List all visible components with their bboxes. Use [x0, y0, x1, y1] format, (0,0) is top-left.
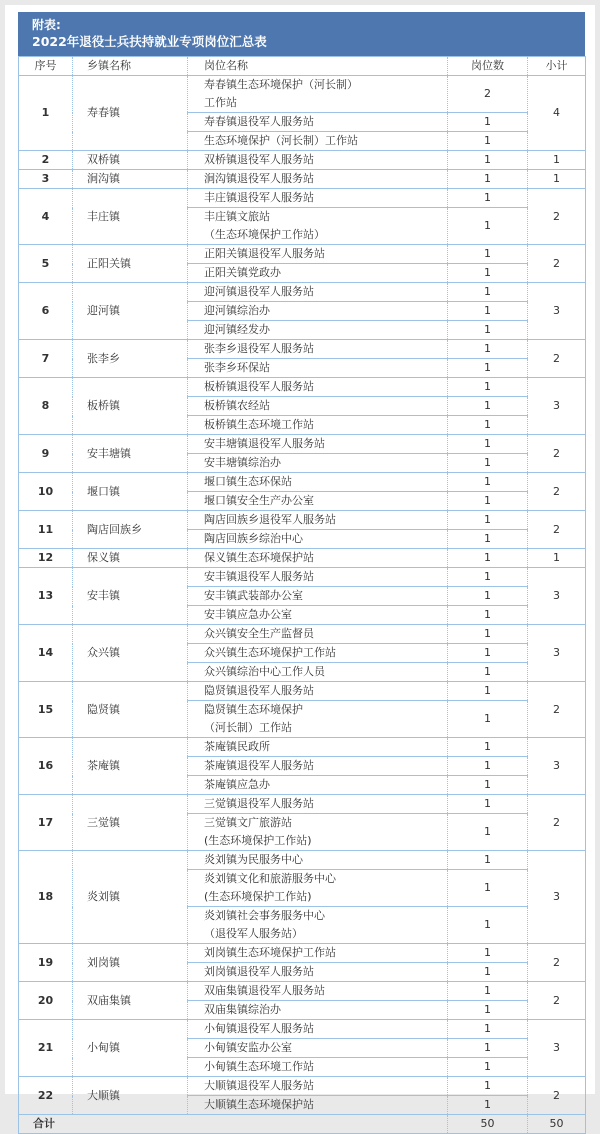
- position-count-cell: 1: [448, 340, 528, 359]
- position-name-cell: [188, 113, 448, 132]
- position-name-line: 双桥镇退役军人服务站: [204, 153, 314, 166]
- township-row-19-position-1: [19, 944, 586, 963]
- serial-number-cell: 12: [19, 549, 73, 568]
- township-name-cell: 堰口镇: [73, 473, 188, 511]
- position-name-line: 陶店回族乡综治中心: [204, 532, 303, 545]
- position-count-cell: 1: [448, 663, 528, 682]
- position-name-line: 涧沟镇退役军人服务站: [204, 172, 314, 185]
- serial-number-cell: 10: [19, 473, 73, 511]
- township-row-2-position-1: [19, 151, 586, 170]
- position-name-line: 安丰镇退役军人服务站: [204, 570, 314, 583]
- position-name-cell: [188, 245, 448, 264]
- township-row-13-position-1: [19, 568, 586, 587]
- position-name-line: 小甸镇生态环境工作站: [204, 1060, 314, 1073]
- serial-number-cell: 13: [19, 568, 73, 625]
- column-header-serial: 序号: [19, 57, 73, 76]
- position-count-cell: 1: [448, 113, 528, 132]
- position-count-cell: 1: [448, 264, 528, 283]
- serial-number-cell: 2: [19, 151, 73, 170]
- position-count-cell: 1: [448, 738, 528, 757]
- subtotal-cell: 2: [528, 511, 586, 549]
- township-row-6-position-1: [19, 283, 586, 302]
- position-name-cell: [188, 189, 448, 208]
- subtotal-cell: 3: [528, 283, 586, 340]
- position-name-cell: [188, 511, 448, 530]
- subtotal-cell: 2: [528, 245, 586, 283]
- position-count-cell: 1: [448, 397, 528, 416]
- subtotal-cell: 3: [528, 851, 586, 944]
- position-name-line: 大顺镇生态环境保护站: [204, 1098, 314, 1111]
- position-count-cell: 1: [448, 944, 528, 963]
- table-body: [19, 76, 586, 1134]
- document-title: 2022年退役士兵扶持就业专项岗位汇总表: [32, 34, 267, 49]
- position-name-line: （生态环境保护工作站）: [204, 228, 325, 241]
- position-name-cell: [188, 1039, 448, 1058]
- position-count-cell: 1: [448, 283, 528, 302]
- position-name-cell: [188, 473, 448, 492]
- total-position-count-cell: 50: [448, 1115, 528, 1134]
- township-name-cell: 张李乡: [73, 340, 188, 378]
- position-name-line: 刘岗镇生态环境保护工作站: [204, 946, 336, 959]
- position-count-cell: 1: [448, 492, 528, 511]
- position-name-cell: [188, 776, 448, 795]
- subtotal-cell: 3: [528, 625, 586, 682]
- attachment-label: 附表:: [32, 18, 61, 32]
- position-count-cell: 1: [448, 454, 528, 473]
- position-name-cell: [188, 378, 448, 397]
- position-name-line: 大顺镇退役军人服务站: [204, 1079, 314, 1092]
- total-label-cell: 合计: [19, 1115, 448, 1134]
- subtotal-cell: 1: [528, 151, 586, 170]
- position-name-cell: [188, 435, 448, 454]
- position-count-cell: 1: [448, 1001, 528, 1020]
- subtotal-cell: 2: [528, 982, 586, 1020]
- position-count-cell: 1: [448, 568, 528, 587]
- position-count-cell: 1: [448, 963, 528, 982]
- position-name-line: 寿春镇生态环境保护（河长制）: [204, 78, 358, 91]
- township-name-cell: 刘岗镇: [73, 944, 188, 982]
- position-name-line: 众兴镇综治中心工作人员: [204, 665, 325, 678]
- position-name-line: 众兴镇生态环境保护工作站: [204, 646, 336, 659]
- position-name-line: 丰庄镇退役军人服务站: [204, 191, 314, 204]
- township-row-21-position-1: [19, 1020, 586, 1039]
- position-name-line: 茶庵镇退役军人服务站: [204, 759, 314, 772]
- column-header-township: 乡镇名称: [73, 57, 188, 76]
- township-name-cell: 丰庄镇: [73, 189, 188, 245]
- serial-number-cell: 22: [19, 1077, 73, 1115]
- position-name-line: 小甸镇退役军人服务站: [204, 1022, 314, 1035]
- position-count-cell: 1: [448, 1020, 528, 1039]
- position-name-line: (生态环境保护工作站): [204, 834, 312, 847]
- position-count-cell: 1: [448, 530, 528, 549]
- township-row-7-position-1: [19, 340, 586, 359]
- township-row-1-position-1: [19, 76, 586, 113]
- position-count-cell: 1: [448, 378, 528, 397]
- township-row-9-position-1: [19, 435, 586, 454]
- position-count-cell: 1: [448, 549, 528, 568]
- position-name-cell: [188, 1001, 448, 1020]
- position-count-cell: 1: [448, 814, 528, 851]
- position-name-line: 炎刘镇文化和旅游服务中心: [204, 872, 336, 885]
- subtotal-cell: 2: [528, 340, 586, 378]
- position-name-line: 堰口镇生态环保站: [204, 475, 292, 488]
- position-name-cell: [188, 701, 448, 738]
- township-row-17-position-1: [19, 795, 586, 814]
- position-count-cell: 1: [448, 1096, 528, 1115]
- position-name-line: 三觉镇文广旅游站: [204, 816, 292, 829]
- position-name-line: 安丰镇应急办公室: [204, 608, 292, 621]
- position-name-cell: [188, 151, 448, 170]
- position-name-line: 板桥镇农经站: [204, 399, 270, 412]
- township-row-22-position-1: [19, 1077, 586, 1096]
- township-row-11-position-1: [19, 511, 586, 530]
- position-name-cell: [188, 132, 448, 151]
- position-name-cell: [188, 1077, 448, 1096]
- position-name-line: （河长制）工作站: [204, 721, 292, 734]
- position-count-cell: 1: [448, 644, 528, 663]
- position-name-cell: [188, 625, 448, 644]
- township-row-4-position-1: [19, 189, 586, 208]
- position-name-cell: [188, 587, 448, 606]
- township-row-12-position-1: [19, 549, 586, 568]
- position-name-line: （退役军人服务站）: [204, 927, 303, 940]
- township-name-cell: 涧沟镇: [73, 170, 188, 189]
- serial-number-cell: 19: [19, 944, 73, 982]
- township-row-3-position-1: [19, 170, 586, 189]
- position-name-cell: [188, 549, 448, 568]
- position-name-line: 丰庄镇文旅站: [204, 210, 270, 223]
- subtotal-cell: 3: [528, 1020, 586, 1077]
- township-row-18-position-1: [19, 851, 586, 870]
- position-name-cell: [188, 208, 448, 245]
- position-count-cell: 1: [448, 435, 528, 454]
- position-count-cell: 1: [448, 982, 528, 1001]
- position-count-cell: 1: [448, 757, 528, 776]
- position-count-cell: 1: [448, 625, 528, 644]
- subtotal-cell: 3: [528, 568, 586, 625]
- position-name-cell: [188, 907, 448, 944]
- township-name-cell: 双桥镇: [73, 151, 188, 170]
- position-name-line: 隐贤镇生态环境保护: [204, 703, 303, 716]
- position-name-line: 隐贤镇退役军人服务站: [204, 684, 314, 697]
- serial-number-cell: 21: [19, 1020, 73, 1077]
- position-count-cell: 1: [448, 682, 528, 701]
- position-name-line: 迎河镇综治办: [204, 304, 270, 317]
- position-name-line: 板桥镇退役军人服务站: [204, 380, 314, 393]
- position-name-cell: [188, 283, 448, 302]
- township-row-8-position-1: [19, 378, 586, 397]
- document-header: [18, 12, 585, 56]
- position-name-cell: [188, 982, 448, 1001]
- position-count-cell: 1: [448, 795, 528, 814]
- subtotal-cell: 3: [528, 738, 586, 795]
- position-count-cell: 1: [448, 851, 528, 870]
- subtotal-cell: 2: [528, 682, 586, 738]
- position-name-line: 张李乡退役军人服务站: [204, 342, 314, 355]
- township-row-15-position-1: [19, 682, 586, 701]
- position-name-line: 迎河镇经发办: [204, 323, 270, 336]
- serial-number-cell: 6: [19, 283, 73, 340]
- subtotal-cell: 3: [528, 378, 586, 435]
- subtotal-cell: 1: [528, 549, 586, 568]
- township-name-cell: 陶店回族乡: [73, 511, 188, 549]
- position-count-cell: 1: [448, 776, 528, 795]
- serial-number-cell: 9: [19, 435, 73, 473]
- position-count-cell: 1: [448, 1039, 528, 1058]
- position-name-cell: [188, 944, 448, 963]
- position-count-cell: 1: [448, 587, 528, 606]
- position-count-cell: 1: [448, 701, 528, 738]
- column-header-position-count: 岗位数: [448, 57, 528, 76]
- position-count-cell: 2: [448, 76, 528, 113]
- position-name-line: 三觉镇退役军人服务站: [204, 797, 314, 810]
- position-count-cell: 1: [448, 208, 528, 245]
- position-count-cell: 1: [448, 302, 528, 321]
- serial-number-cell: 11: [19, 511, 73, 549]
- position-name-line: 双庙集镇综治办: [204, 1003, 281, 1016]
- serial-number-cell: 8: [19, 378, 73, 435]
- serial-number-cell: 4: [19, 189, 73, 245]
- position-name-cell: [188, 530, 448, 549]
- serial-number-cell: 18: [19, 851, 73, 944]
- position-name-line: 工作站: [204, 96, 237, 109]
- position-name-cell: [188, 738, 448, 757]
- township-name-cell: 正阳关镇: [73, 245, 188, 283]
- position-name-line: 迎河镇退役军人服务站: [204, 285, 314, 298]
- township-name-cell: 安丰塘镇: [73, 435, 188, 473]
- position-name-line: 生态环境保护（河长制）工作站: [204, 134, 358, 147]
- position-name-line: 陶店回族乡退役军人服务站: [204, 513, 336, 526]
- position-name-cell: [188, 795, 448, 814]
- township-row-16-position-1: [19, 738, 586, 757]
- position-name-cell: [188, 492, 448, 511]
- table-head: [19, 57, 586, 76]
- position-name-cell: [188, 454, 448, 473]
- position-name-line: 寿春镇退役军人服务站: [204, 115, 314, 128]
- position-count-cell: 1: [448, 245, 528, 264]
- position-count-cell: 1: [448, 359, 528, 378]
- position-name-line: 正阳关镇党政办: [204, 266, 281, 279]
- position-name-line: 茶庵镇应急办: [204, 778, 270, 791]
- position-name-cell: [188, 170, 448, 189]
- position-name-cell: [188, 568, 448, 587]
- position-name-cell: [188, 359, 448, 378]
- position-count-cell: 1: [448, 132, 528, 151]
- position-name-cell: [188, 1058, 448, 1077]
- position-name-line: 保义镇生态环境保护站: [204, 551, 314, 564]
- township-name-cell: 小甸镇: [73, 1020, 188, 1077]
- position-name-cell: [188, 397, 448, 416]
- position-name-line: 正阳关镇退役军人服务站: [204, 247, 325, 260]
- serial-number-cell: 5: [19, 245, 73, 283]
- serial-number-cell: 20: [19, 982, 73, 1020]
- serial-number-cell: 14: [19, 625, 73, 682]
- position-count-cell: 1: [448, 151, 528, 170]
- position-name-cell: [188, 321, 448, 340]
- township-name-cell: 茶庵镇: [73, 738, 188, 795]
- column-header-subtotal: 小计: [528, 57, 586, 76]
- position-name-line: 安丰塘镇综治办: [204, 456, 281, 469]
- position-name-line: 安丰镇武装部办公室: [204, 589, 303, 602]
- position-name-cell: [188, 264, 448, 283]
- positions-summary-table: [18, 56, 586, 1134]
- township-name-cell: 双庙集镇: [73, 982, 188, 1020]
- position-name-line: 小甸镇安监办公室: [204, 1041, 292, 1054]
- position-name-line: 板桥镇生态环境工作站: [204, 418, 314, 431]
- serial-number-cell: 17: [19, 795, 73, 851]
- position-name-cell: [188, 606, 448, 625]
- position-name-line: 刘岗镇退役军人服务站: [204, 965, 314, 978]
- serial-number-cell: 7: [19, 340, 73, 378]
- position-count-cell: 1: [448, 606, 528, 625]
- position-name-cell: [188, 340, 448, 359]
- subtotal-cell: 2: [528, 189, 586, 245]
- position-count-cell: 1: [448, 473, 528, 492]
- township-name-cell: 三觉镇: [73, 795, 188, 851]
- position-name-line: 茶庵镇民政所: [204, 740, 270, 753]
- subtotal-cell: 4: [528, 76, 586, 151]
- township-row-5-position-1: [19, 245, 586, 264]
- position-name-line: 双庙集镇退役军人服务站: [204, 984, 325, 997]
- position-name-line: 炎刘镇为民服务中心: [204, 853, 303, 866]
- serial-number-cell: 3: [19, 170, 73, 189]
- position-count-cell: 1: [448, 907, 528, 944]
- township-name-cell: 炎刘镇: [73, 851, 188, 944]
- position-name-cell: [188, 644, 448, 663]
- township-row-10-position-1: [19, 473, 586, 492]
- position-name-cell: [188, 76, 448, 113]
- township-row-20-position-1: [19, 982, 586, 1001]
- position-count-cell: 1: [448, 511, 528, 530]
- subtotal-cell: 2: [528, 795, 586, 851]
- subtotal-cell: 2: [528, 435, 586, 473]
- position-name-cell: [188, 870, 448, 907]
- serial-number-cell: 15: [19, 682, 73, 738]
- position-name-cell: [188, 963, 448, 982]
- position-count-cell: 1: [448, 321, 528, 340]
- position-name-cell: [188, 851, 448, 870]
- position-name-line: 堰口镇安全生产办公室: [204, 494, 314, 507]
- subtotal-cell: 2: [528, 944, 586, 982]
- township-name-cell: 安丰镇: [73, 568, 188, 625]
- subtotal-cell: 2: [528, 1077, 586, 1115]
- township-name-cell: 众兴镇: [73, 625, 188, 682]
- total-row: [19, 1115, 586, 1134]
- position-name-line: 炎刘镇社会事务服务中心: [204, 909, 325, 922]
- township-name-cell: 保义镇: [73, 549, 188, 568]
- subtotal-cell: 2: [528, 473, 586, 511]
- township-row-14-position-1: [19, 625, 586, 644]
- column-header-position-name: 岗位名称: [188, 57, 448, 76]
- position-count-cell: 1: [448, 189, 528, 208]
- position-count-cell: 1: [448, 1058, 528, 1077]
- position-name-line: 众兴镇安全生产监督员: [204, 627, 314, 640]
- township-name-cell: 寿春镇: [73, 76, 188, 151]
- page: [5, 5, 595, 1130]
- position-name-line: 张李乡环保站: [204, 361, 270, 374]
- position-name-line: 安丰塘镇退役军人服务站: [204, 437, 325, 450]
- total-subtotal-cell: 50: [528, 1115, 586, 1134]
- position-name-cell: [188, 1096, 448, 1115]
- position-name-cell: [188, 757, 448, 776]
- position-name-cell: [188, 814, 448, 851]
- position-count-cell: 1: [448, 416, 528, 435]
- position-name-cell: [188, 302, 448, 321]
- township-name-cell: 大顺镇: [73, 1077, 188, 1115]
- position-name-line: (生态环境保护工作站): [204, 890, 312, 903]
- position-count-cell: 1: [448, 1077, 528, 1096]
- position-name-cell: [188, 416, 448, 435]
- position-name-cell: [188, 663, 448, 682]
- township-name-cell: 板桥镇: [73, 378, 188, 435]
- subtotal-cell: 1: [528, 170, 586, 189]
- serial-number-cell: 16: [19, 738, 73, 795]
- township-name-cell: 迎河镇: [73, 283, 188, 340]
- serial-number-cell: 1: [19, 76, 73, 151]
- position-count-cell: 1: [448, 170, 528, 189]
- position-name-cell: [188, 1020, 448, 1039]
- township-name-cell: 隐贤镇: [73, 682, 188, 738]
- position-count-cell: 1: [448, 870, 528, 907]
- column-header-row: [19, 57, 586, 76]
- position-name-cell: [188, 682, 448, 701]
